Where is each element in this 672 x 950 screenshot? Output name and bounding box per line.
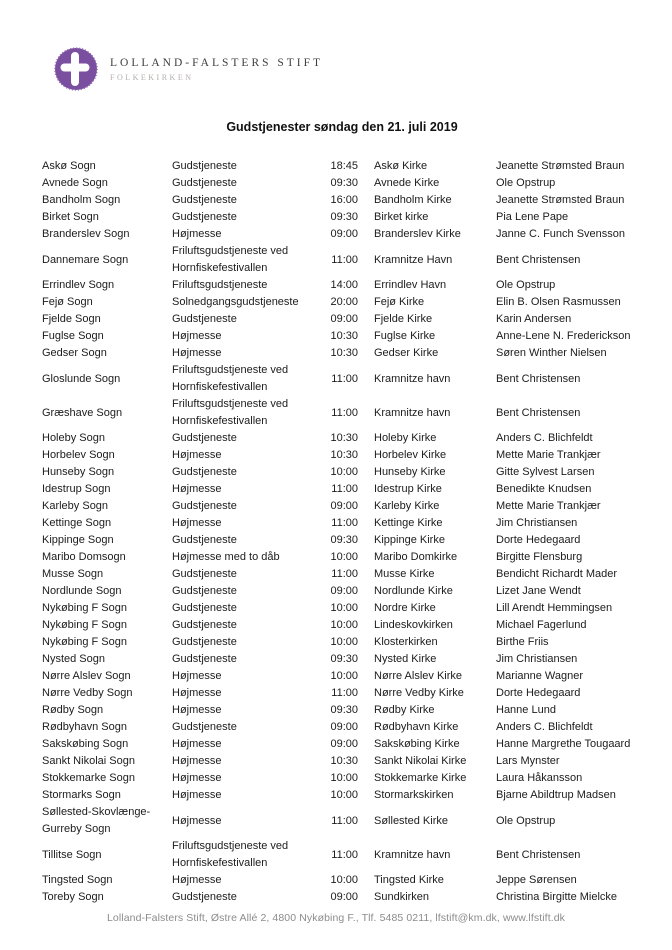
time-cell: 10:00 xyxy=(330,772,358,784)
table-row xyxy=(42,447,642,464)
table-row xyxy=(42,328,642,345)
parish-cell: Kettinge Sogn xyxy=(42,517,112,529)
officiant-cell: Mette Marie Trankjær xyxy=(496,449,601,461)
service-type-cell: Højmesse xyxy=(172,670,222,682)
table-row xyxy=(42,736,642,753)
officiant-cell: Hanne Margrethe Tougaard xyxy=(496,738,631,750)
table-row xyxy=(42,192,642,209)
time-cell: 11:00 xyxy=(331,848,358,861)
time-cell: 11:00 xyxy=(331,406,358,419)
parish-cell: Askø Sogn xyxy=(42,160,96,172)
parish-cell: Rødby Sogn xyxy=(42,704,104,716)
officiant-cell: Bent Christensen xyxy=(496,406,581,419)
time-cell: 10:00 xyxy=(330,670,358,682)
parish-cell: Birket Sogn xyxy=(42,211,99,223)
officiant-cell: Pia Lene Pape xyxy=(496,211,569,223)
officiant-cell: Dorte Hedegaard xyxy=(496,687,581,699)
time-cell: 09:00 xyxy=(330,891,358,903)
service-type-cell: Gudstjeneste xyxy=(172,585,237,597)
church-cell: Rødby Kirke xyxy=(374,704,435,716)
church-cell: Branderslev Kirke xyxy=(374,228,461,240)
officiant-cell: Elin B. Olsen Rasmussen xyxy=(496,296,621,308)
officiant-cell: Birthe Friis xyxy=(496,636,549,648)
parish-cell: Søllested-Skovlænge-Gurreby Sogn xyxy=(42,806,151,835)
church-cell: Søllested Kirke xyxy=(374,814,448,827)
service-type-cell: Højmesse xyxy=(172,228,222,240)
parish-cell: Avnede Sogn xyxy=(42,177,108,189)
parish-cell: Nysted Sogn xyxy=(42,653,105,665)
service-type-cell: Gudstjeneste xyxy=(172,568,237,580)
officiant-cell: Jeanette Strømsted Braun xyxy=(496,194,625,206)
table-row xyxy=(42,872,642,889)
service-type-cell: Højmesse xyxy=(172,814,222,827)
time-cell: 10:00 xyxy=(330,619,358,631)
service-type-cell: Gudstjeneste xyxy=(172,891,237,903)
service-type-cell: Højmesse xyxy=(172,755,222,767)
church-cell: Stokkemarke Kirke xyxy=(374,772,467,784)
table-row xyxy=(42,243,642,277)
church-cell: Lindeskovkirken xyxy=(374,619,453,631)
church-cell: Kippinge Kirke xyxy=(374,534,445,546)
table-row xyxy=(42,549,642,566)
time-cell: 11:00 xyxy=(331,687,358,699)
table-row xyxy=(42,532,642,549)
time-cell: 11:00 xyxy=(331,814,358,827)
officiant-cell: Marianne Wagner xyxy=(496,670,584,682)
time-cell: 10:00 xyxy=(330,466,358,478)
officiant-cell: Benedikte Knudsen xyxy=(496,483,592,495)
church-cell: Tingsted Kirke xyxy=(374,874,444,886)
service-type-cell: Gudstjeneste xyxy=(172,177,237,189)
officiant-cell: Christina Birgitte Mielcke xyxy=(496,891,618,903)
parish-cell: Fejø Sogn xyxy=(42,296,93,308)
church-cell: Fejø Kirke xyxy=(374,296,425,308)
org-subtitle: FOLKEKIRKEN xyxy=(110,72,194,82)
church-cell: Horbelev Kirke xyxy=(374,449,447,461)
service-type-cell: Gudstjeneste xyxy=(172,466,237,478)
service-type-cell: Højmesse xyxy=(172,347,222,359)
time-cell: 18:45 xyxy=(330,160,358,172)
table-row xyxy=(42,311,642,328)
brand-text xyxy=(110,57,323,82)
service-type-cell: Højmesse xyxy=(172,483,222,495)
parish-cell: Stokkemarke Sogn xyxy=(42,772,135,784)
table-row xyxy=(42,889,642,906)
church-cell: Kramnitze havn xyxy=(374,406,451,419)
parish-cell: Nykøbing F Sogn xyxy=(42,636,127,648)
service-type-cell: Gudstjeneste xyxy=(172,636,237,648)
service-type-cell: Gudstjeneste xyxy=(172,500,237,512)
table-row xyxy=(42,583,642,600)
parish-cell: Sakskøbing Sogn xyxy=(42,738,129,750)
time-cell: 20:00 xyxy=(330,296,358,308)
service-type-cell: Højmesse xyxy=(172,687,222,699)
officiant-cell: Karin Andersen xyxy=(496,313,572,325)
time-cell: 09:30 xyxy=(330,177,358,189)
parish-cell: Holeby Sogn xyxy=(42,432,105,444)
officiant-cell: Ole Opstrup xyxy=(496,279,556,291)
table-row xyxy=(42,617,642,634)
time-cell: 11:00 xyxy=(331,253,358,266)
officiant-cell: Bent Christensen xyxy=(496,848,581,861)
table-row xyxy=(42,158,642,175)
time-cell: 11:00 xyxy=(331,483,358,495)
time-cell: 10:30 xyxy=(330,449,358,461)
parish-cell: Tillitse Sogn xyxy=(42,848,102,861)
officiant-cell: Jim Christiansen xyxy=(496,517,578,529)
officiant-cell: Bent Christensen xyxy=(496,372,581,385)
time-cell: 10:00 xyxy=(330,602,358,614)
time-cell: 10:30 xyxy=(330,347,358,359)
table-row xyxy=(42,685,642,702)
table-row xyxy=(42,294,642,311)
parish-cell: Stormarks Sogn xyxy=(42,789,121,801)
church-cell: Nordlunde Kirke xyxy=(374,585,453,597)
service-type-cell: Højmesse med to dåb xyxy=(172,551,280,563)
time-cell: 09:00 xyxy=(330,585,358,597)
church-cell: Kramnitze havn xyxy=(374,372,451,385)
service-type-cell: Højmesse xyxy=(172,330,222,342)
church-cell: Avnede Kirke xyxy=(374,177,440,189)
table-row xyxy=(42,209,642,226)
time-cell: 10:00 xyxy=(330,551,358,563)
service-type-cell: Gudstjeneste xyxy=(172,194,237,206)
church-cell: Hunseby Kirke xyxy=(374,466,446,478)
service-type-cell: Gudstjeneste xyxy=(172,602,237,614)
parish-cell: Nørre Vedby Sogn xyxy=(42,687,133,699)
table-row xyxy=(42,634,642,651)
church-cell: Sakskøbing Kirke xyxy=(374,738,460,750)
table-row xyxy=(42,464,642,481)
church-cell: Gedser Kirke xyxy=(374,347,439,359)
time-cell: 09:30 xyxy=(330,653,358,665)
service-type-cell: Gudstjeneste xyxy=(172,160,237,172)
officiant-cell: Gitte Sylvest Larsen xyxy=(496,466,595,478)
church-cell: Sundkirken xyxy=(374,891,430,903)
officiant-cell: Ole Opstrup xyxy=(496,814,556,827)
church-cell: Nørre Vedby Kirke xyxy=(374,687,464,699)
service-type-cell: Gudstjeneste xyxy=(172,721,237,733)
time-cell: 16:00 xyxy=(330,194,358,206)
officiant-cell: Mette Marie Trankjær xyxy=(496,500,601,512)
table-row xyxy=(42,515,642,532)
service-type-cell: Gudstjeneste xyxy=(172,432,237,444)
time-cell: 14:00 xyxy=(330,279,358,291)
service-type-cell: Friluftsgudstjeneste ved Hornfiskefestivallen xyxy=(172,398,289,427)
time-cell: 10:30 xyxy=(330,330,358,342)
org-name: LOLLAND-FALSTERS STIFT xyxy=(110,56,324,69)
church-cell: Fjelde Kirke xyxy=(374,313,433,325)
time-cell: 09:00 xyxy=(330,500,358,512)
table-row xyxy=(42,838,642,872)
parish-cell: Fjelde Sogn xyxy=(42,313,101,325)
parish-cell: Toreby Sogn xyxy=(42,891,104,903)
officiant-cell: Lars Mynster xyxy=(496,755,560,767)
service-type-cell: Gudstjeneste xyxy=(172,619,237,631)
table-row xyxy=(42,430,642,447)
church-cell: Birket kirke xyxy=(374,211,429,223)
service-type-cell: Solnedgangsgudstjeneste xyxy=(172,296,299,308)
service-type-cell: Gudstjeneste xyxy=(172,211,237,223)
officiant-cell: Michael Fagerlund xyxy=(496,619,587,631)
table-row xyxy=(42,481,642,498)
service-type-cell: Friluftsgudstjeneste ved Hornfiskefestivallen xyxy=(172,364,289,393)
time-cell: 11:00 xyxy=(331,568,358,580)
church-cell: Stormarkskirken xyxy=(374,789,454,801)
time-cell: 09:00 xyxy=(330,228,358,240)
parish-cell: Hunseby Sogn xyxy=(42,466,115,478)
officiant-cell: Laura Håkansson xyxy=(496,772,583,784)
time-cell: 10:00 xyxy=(330,636,358,648)
church-cell: Nordre Kirke xyxy=(374,602,436,614)
church-cell: Fuglse Kirke xyxy=(374,330,436,342)
officiant-cell: Anders C. Blichfeldt xyxy=(496,432,593,444)
parish-cell: Nørre Alslev Sogn xyxy=(42,670,131,682)
parish-cell: Tingsted Sogn xyxy=(42,874,113,886)
table-row xyxy=(42,277,642,294)
service-type-cell: Højmesse xyxy=(172,517,222,529)
church-cell: Askø Kirke xyxy=(374,160,428,172)
church-cell: Kramnitze Havn xyxy=(374,253,453,266)
time-cell: 10:30 xyxy=(330,432,358,444)
table-row xyxy=(42,804,642,838)
parish-cell: Nykøbing F Sogn xyxy=(42,619,127,631)
parish-cell: Rødbyhavn Sogn xyxy=(42,721,127,733)
page-title: Gudstjenester søndag den 21. juli 2019 xyxy=(226,120,458,134)
time-cell: 09:00 xyxy=(330,721,358,733)
officiant-cell: Ole Opstrup xyxy=(496,177,556,189)
parish-cell: Karleby Sogn xyxy=(42,500,109,512)
table-row xyxy=(42,719,642,736)
officiant-cell: Søren Winther Nielsen xyxy=(496,347,607,359)
table-row xyxy=(42,651,642,668)
table-row xyxy=(42,668,642,685)
parish-cell: Gloslunde Sogn xyxy=(42,372,121,385)
service-type-cell: Friluftsgudstjeneste ved Hornfiskefestivallen xyxy=(172,245,289,274)
parish-cell: Gedser Sogn xyxy=(42,347,107,359)
church-cell: Musse Kirke xyxy=(374,568,435,580)
table-row xyxy=(42,787,642,804)
service-type-cell: Friluftsgudstjeneste ved Hornfiskefestivallen xyxy=(172,840,289,869)
brand-header xyxy=(54,46,642,92)
table-row xyxy=(42,770,642,787)
time-cell: 10:00 xyxy=(330,789,358,801)
officiant-cell: Jeppe Sørensen xyxy=(496,874,577,886)
table-row xyxy=(42,702,642,719)
church-cell: Nørre Alslev Kirke xyxy=(374,670,463,682)
time-cell: 10:30 xyxy=(330,755,358,767)
table-row xyxy=(42,566,642,583)
service-type-cell: Højmesse xyxy=(172,449,222,461)
church-cell: Klosterkirken xyxy=(374,636,438,648)
church-cell: Nysted Kirke xyxy=(374,653,437,665)
table-row xyxy=(42,226,642,243)
parish-cell: Errindlev Sogn xyxy=(42,279,115,291)
church-cell: Sankt Nikolai Kirke xyxy=(374,755,467,767)
service-type-cell: Højmesse xyxy=(172,874,222,886)
officiant-cell: Hanne Lund xyxy=(496,704,556,716)
church-cell: Bandholm Kirke xyxy=(374,194,452,206)
table-row xyxy=(42,600,642,617)
service-type-cell: Højmesse xyxy=(172,789,222,801)
parish-cell: Fuglse Sogn xyxy=(42,330,104,342)
officiant-cell: Bjarne Abildtrup Madsen xyxy=(496,789,616,801)
service-type-cell: Højmesse xyxy=(172,704,222,716)
parish-cell: Idestrup Sogn xyxy=(42,483,111,495)
officiant-cell: Jeanette Strømsted Braun xyxy=(496,160,625,172)
church-cell: Kramnitze havn xyxy=(374,848,451,861)
footer-text: Lolland-Falsters Stift, Østre Allé 2, 4800 Nykøbing F., Tlf. 5485 0211, lfstift@km.dk, www.lfstift.dk xyxy=(106,912,566,924)
parish-cell: Dannemare Sogn xyxy=(42,253,129,266)
table-row xyxy=(42,753,642,770)
parish-cell: Bandholm Sogn xyxy=(42,194,121,206)
officiant-cell: Bent Christensen xyxy=(496,253,581,266)
service-type-cell: Gudstjeneste xyxy=(172,653,237,665)
officiant-cell: Anne-Lene N. Frederickson xyxy=(496,330,631,342)
table-row xyxy=(42,498,642,515)
church-cell: Idestrup Kirke xyxy=(374,483,442,495)
time-cell: 10:00 xyxy=(330,874,358,886)
parish-cell: Nordlunde Sogn xyxy=(42,585,122,597)
church-cell: Kettinge Kirke xyxy=(374,517,443,529)
parish-cell: Nykøbing F Sogn xyxy=(42,602,127,614)
parish-cell: Sankt Nikolai Sogn xyxy=(42,755,135,767)
officiant-cell: Lill Arendt Hemmingsen xyxy=(496,602,613,614)
parish-cell: Branderslev Sogn xyxy=(42,228,130,240)
parish-cell: Musse Sogn xyxy=(42,568,104,580)
table-row xyxy=(42,345,642,362)
church-cell: Holeby Kirke xyxy=(374,432,437,444)
officiant-cell: Dorte Hedegaard xyxy=(496,534,581,546)
time-cell: 09:30 xyxy=(330,211,358,223)
time-cell: 09:00 xyxy=(330,313,358,325)
services-table xyxy=(42,158,642,906)
officiant-cell: Jim Christiansen xyxy=(496,653,578,665)
time-cell: 11:00 xyxy=(331,517,358,529)
church-cell: Rødbyhavn Kirke xyxy=(374,721,459,733)
officiant-cell: Lizet Jane Wendt xyxy=(496,585,581,597)
table-row xyxy=(42,175,642,192)
officiant-cell: Bendicht Richardt Mader xyxy=(496,568,618,580)
officiant-cell: Anders C. Blichfeldt xyxy=(496,721,593,733)
parish-cell: Kippinge Sogn xyxy=(42,534,114,546)
parish-cell: Græshave Sogn xyxy=(42,406,123,419)
time-cell: 09:30 xyxy=(330,534,358,546)
officiant-cell: Janne C. Funch Svensson xyxy=(496,228,626,240)
table-row xyxy=(42,396,642,430)
parish-cell: Maribo Domsogn xyxy=(42,551,126,563)
time-cell: 09:30 xyxy=(330,704,358,716)
parish-cell: Horbelev Sogn xyxy=(42,449,115,461)
service-type-cell: Gudstjeneste xyxy=(172,313,237,325)
time-cell: 11:00 xyxy=(331,372,358,385)
service-type-cell: Gudstjeneste xyxy=(172,534,237,546)
officiant-cell: Birgitte Flensburg xyxy=(496,551,583,563)
church-cell: Errindlev Havn xyxy=(374,279,447,291)
time-cell: 09:00 xyxy=(330,738,358,750)
church-cell: Karleby Kirke xyxy=(374,500,440,512)
service-type-cell: Friluftsgudstjeneste xyxy=(172,279,268,291)
church-cell: Maribo Domkirke xyxy=(374,551,458,563)
cross-in-circle-logo-icon xyxy=(54,47,98,91)
service-type-cell: Højmesse xyxy=(172,738,222,750)
service-type-cell: Højmesse xyxy=(172,772,222,784)
table-row xyxy=(42,362,642,396)
